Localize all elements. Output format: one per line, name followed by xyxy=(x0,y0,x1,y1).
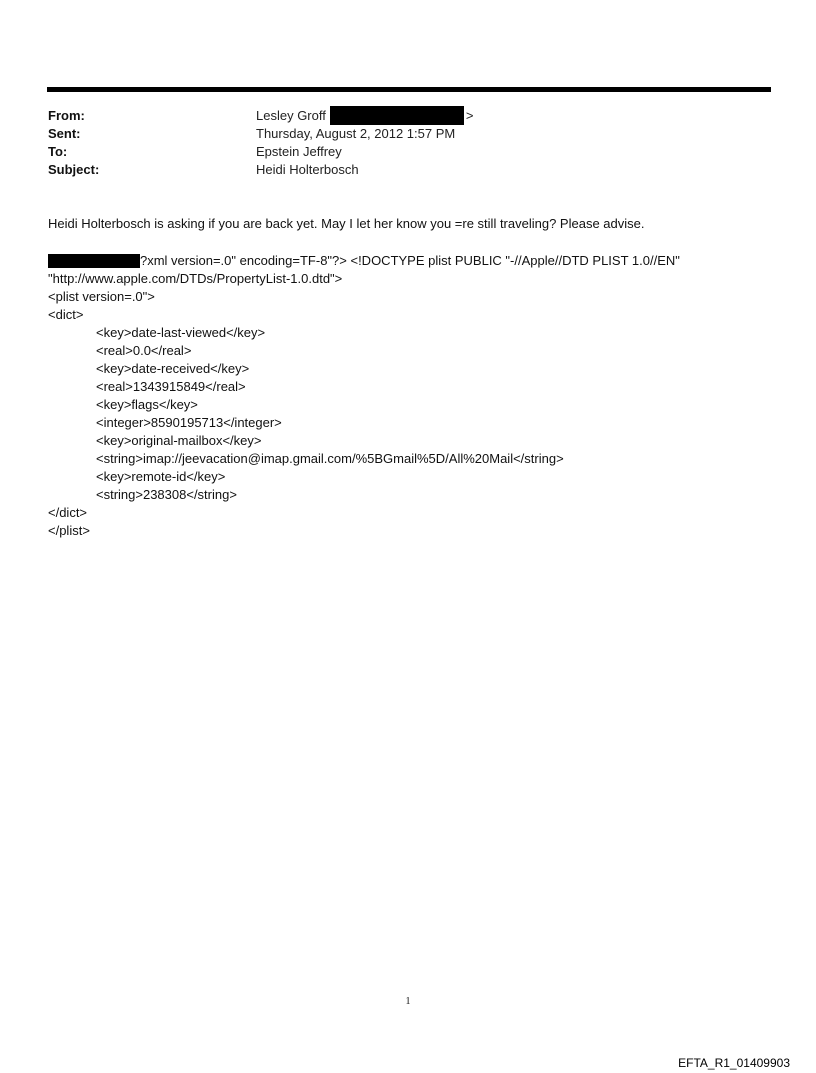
page-number: 1 xyxy=(405,996,411,1007)
to-label: To: xyxy=(48,144,68,159)
message-body: Heidi Holterbosch is asking if you are back yet. May I let her know you =re still traveling? Please advise. xyxy=(48,216,645,231)
plist-line xyxy=(48,252,680,270)
plist-text: ?xml version=.0" encoding=TF-8"?> <!DOCTYPE plist PUBLIC "-//Apple//DTD PLIST 1.0//EN" xyxy=(140,253,680,268)
plist-line: <integer>8590195713</integer> xyxy=(96,415,282,430)
plist-line: <real>0.0</real> xyxy=(96,343,192,358)
header-rule xyxy=(47,87,771,92)
plist-line: </plist> xyxy=(48,523,90,538)
to-value: Epstein Jeffrey xyxy=(256,144,342,159)
from-label: From: xyxy=(48,108,85,123)
redacted-email-block xyxy=(330,106,464,125)
plist-line: <dict> xyxy=(48,307,84,322)
plist-line: <key>date-received</key> xyxy=(96,361,250,376)
plist-line: <key>original-mailbox</key> xyxy=(96,433,262,448)
plist-line: <key>flags</key> xyxy=(96,397,198,412)
sent-label: Sent: xyxy=(48,126,81,141)
plist-line: <string>imap://jeevacation@imap.gmail.com/%5BGmail%5D/All%20Mail</string> xyxy=(96,451,564,466)
plist-line: <string>238308</string> xyxy=(96,487,237,502)
plist-line: <key>date-last-viewed</key> xyxy=(96,325,266,340)
redacted-block xyxy=(48,254,140,268)
plist-line: </dict> xyxy=(48,505,88,520)
subject-label: Subject: xyxy=(48,162,100,177)
plist-block xyxy=(48,252,680,540)
plist-line: <plist version=.0"> xyxy=(48,289,155,304)
document-id: EFTA_R1_01409903 xyxy=(678,1056,790,1070)
plist-line: <real>1343915849</real> xyxy=(96,379,246,394)
from-value xyxy=(256,107,473,126)
sender-name: Lesley Groff xyxy=(256,108,326,123)
plist-line: <key>remote-id</key> xyxy=(96,469,226,484)
plist-line: "http://www.apple.com/DTDs/PropertyList-1.0.dtd"> xyxy=(48,271,343,286)
email-close-bracket: > xyxy=(465,108,474,123)
sent-value: Thursday, August 2, 2012 1:57 PM xyxy=(256,126,456,141)
subject-value: Heidi Holterbosch xyxy=(256,162,359,177)
